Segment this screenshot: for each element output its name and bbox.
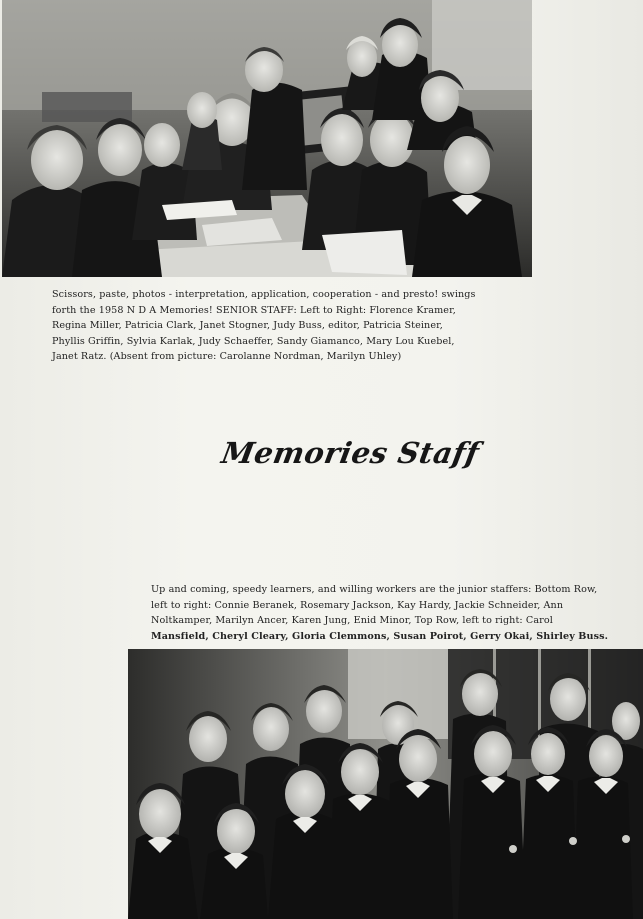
junior-staff-caption [151, 582, 621, 644]
caption-line: Mansfield, Cheryl Cleary, Gloria Clemmons, Susan Poirot, Gerry Okai, Shirley Buss. [151, 630, 609, 642]
junior-staff-photo-image [128, 649, 643, 919]
caption-line: Regina Miller, Patricia Clark, Janet Stogner, Judy Buss, editor, Patricia Steiner, [52, 320, 443, 331]
caption-line: Janet Ratz. (Absent from picture: Carolanne Nordman, Marilyn Uhley) [52, 351, 402, 362]
senior-staff-caption [52, 287, 532, 365]
senior-staff-photo-image [2, 0, 532, 277]
caption-line: Phyllis Griffin, Sylvia Karlak, Judy Schaeffer, Sandy Giamanco, Mary Lou Kuebel, [52, 335, 455, 347]
caption-line: left to right: Connie Beranek, Rosemary Jackson, Kay Hardy, Jackie Schneider, Ann [151, 599, 564, 611]
caption-line: forth the 1958 N D A Memories! SENIOR STAFF: Left to Right: Florence Kramer, [52, 304, 456, 316]
junior-staff-photo [128, 649, 643, 919]
senior-staff-photo [2, 0, 532, 277]
caption-line: Noltkamper, Marilyn Ancer, Karen Jung, Enid Minor, Top Row, left to right: Carol [151, 615, 553, 626]
caption-line: Scissors, paste, photos - interpretation, application, cooperation - and presto! swings [52, 289, 476, 300]
page-title: Memories Staff [219, 436, 482, 470]
caption-line: Up and coming, speedy learners, and willing workers are the junior staffers: Bottom Row, [151, 584, 598, 595]
